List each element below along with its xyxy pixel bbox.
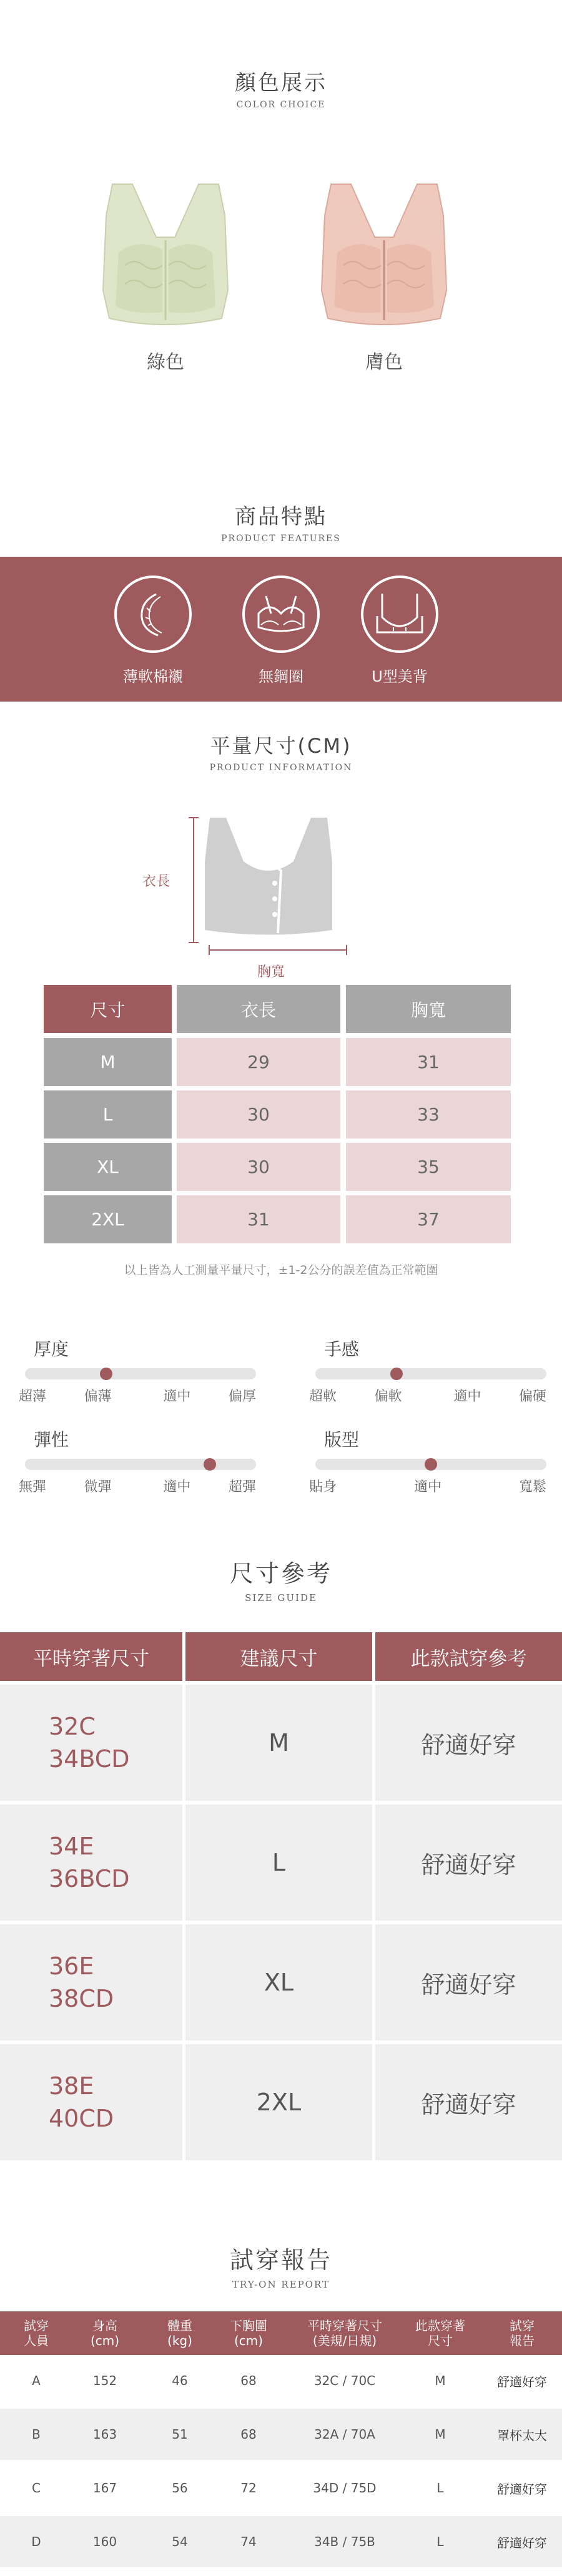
size-guide-header [0,1554,562,1604]
try-on-cell: D [31,2534,41,2549]
measure-cell: 31 [177,1195,340,1243]
attribute-level-marker [425,1458,437,1471]
try-on-cell: M [435,2373,446,2388]
recommended-size-cell: L [185,1805,372,1921]
try-on-header-line: 身高 [92,2318,117,2333]
try-on-header-cell [285,2311,404,2355]
recommended-size-cell: M [185,1685,372,1801]
wire-free-bra-icon [242,575,320,653]
try-on-title: 試穿報告 [229,2246,332,2274]
measure-note: 以上皆為人工測量平量尺寸，±1-2公分的誤差值為正常範圍 [124,1263,438,1277]
attribute-scale-label: 適中 [163,1389,191,1404]
try-on-cell: 152 [92,2373,117,2388]
try-on-row [0,2516,562,2567]
table-header-cell: 尺寸 [44,985,172,1033]
recommended-size-cell: XL [185,1924,372,2040]
try-on-row [0,2355,562,2406]
cup-size-text: 38E [49,2072,94,2100]
features-section-subtitle: PRODUCT FEATURES [221,534,341,544]
feature-soft-pad [109,575,197,686]
try-on-cell: M [435,2427,446,2442]
attribute-scale-label: 偏厚 [228,1389,256,1404]
try-on-cell: 舒適好穿 [497,2481,547,2497]
color-section-title: 顏色展示 [235,71,327,95]
measure-diagram [187,811,375,961]
fit-reference-cell: 舒適好穿 [375,1685,562,1801]
try-on-header-line: (美規/日規) [312,2333,377,2348]
measure-section-header [0,730,562,773]
try-on-header-line: 平時穿著尺寸 [307,2318,382,2333]
try-on-header-cell [145,2311,214,2355]
try-on-header-line: 報告 [510,2333,535,2348]
size-cell: L [44,1090,172,1139]
try-on-cell: 34D / 75D [313,2481,377,2495]
cup-size-text: 32C [49,1713,96,1740]
measure-cell: 31 [346,1038,511,1086]
try-on-header-cell [71,2311,139,2355]
try-on-cell: 56 [172,2481,188,2495]
measure-cell: 30 [177,1090,340,1139]
try-on-header-line: 此款穿著 [415,2318,465,2333]
try-on-cell: 罩杯太大 [497,2427,547,2443]
attribute-title: 厚度 [34,1339,69,1359]
try-on-cell: 51 [172,2427,188,2442]
try-on-cell: 163 [92,2427,117,2442]
feature-label: U型美背 [372,668,428,685]
cup-size-text: 40CD [49,2105,114,2132]
try-on-cell: C [32,2481,41,2495]
try-on-header-line: (kg) [167,2333,192,2348]
try-on-cell: L [436,2481,444,2495]
attribute-title: 手感 [324,1339,360,1359]
size-cell: 2XL [44,1195,172,1243]
try-on-header-line: (cm) [90,2333,120,2348]
feature-u-back [356,575,443,686]
attribute-scale-label: 適中 [163,1479,191,1495]
fit-reference-cell: 舒適好穿 [375,2044,562,2160]
fit-reference-cell: 舒適好穿 [375,1805,562,1921]
try-on-cell: 72 [240,2481,257,2495]
try-on-header-line: 尺寸 [428,2333,453,2348]
soft-pad-icon [114,575,192,653]
try-on-cell: 舒適好穿 [497,2535,547,2550]
attribute-scale-label: 微彈 [84,1479,112,1495]
attribute-scale-label: 適中 [413,1479,442,1495]
attribute-scale-label: 偏硬 [518,1389,546,1404]
try-on-cell: 舒適好穿 [497,2374,547,2389]
usual-size-cell [0,1924,182,2040]
cup-size-text: 34E [49,1833,94,1860]
size-guide-header-cell: 平時穿著尺寸 [0,1632,182,1681]
try-on-header-line: 體重 [167,2318,192,2333]
attribute-track [25,1459,256,1470]
try-on-header-line: 試穿 [510,2318,535,2333]
try-on-cell: 32C / 70C [313,2373,376,2388]
features-band [0,557,562,702]
feature-label: 無鋼圈 [259,668,303,685]
skin-bra-image [312,178,456,328]
color-section-header [0,66,562,110]
green-bra-image [94,178,237,328]
measure-cell: 29 [177,1038,340,1086]
measure-cell: 35 [346,1143,511,1191]
attribute-scale-label: 偏軟 [374,1389,402,1404]
try-on-cell: 167 [92,2481,117,2495]
size-guide-subtitle: SIZE GUIDE [245,1592,317,1604]
feature-wire-free [237,575,325,686]
try-on-header-line: (cm) [234,2333,264,2348]
try-on-cell: 46 [172,2373,188,2388]
size-cell: XL [44,1143,172,1191]
usual-size-cell [0,2044,182,2160]
u-back-icon [361,575,438,653]
cup-size-text: 34BCD [49,1745,130,1773]
attribute-title: 彈性 [34,1429,69,1450]
measure-section-subtitle: PRODUCT INFORMATION [209,763,353,773]
attribute-scale-label: 適中 [453,1389,481,1404]
try-on-header-row [0,2311,562,2355]
attribute-scale-label: 超彈 [228,1479,256,1495]
table-header-cell: 衣長 [177,985,340,1033]
size-guide-header-cell: 建議尺寸 [185,1632,372,1681]
try-on-header-cell [214,2311,283,2355]
usual-size-cell [0,1805,182,1921]
try-on-header-cell [482,2311,562,2355]
try-on-header-line: 下胸圍 [230,2318,267,2333]
recommended-size-cell: 2XL [185,2044,372,2160]
try-on-header-line: 試穿 [24,2318,49,2333]
try-on-row [0,2409,562,2460]
size-cell: M [44,1038,172,1086]
try-on-header-cell [403,2311,478,2355]
feature-label: 薄軟棉襯 [123,668,183,685]
cup-size-text: 38CD [49,1985,114,2012]
attribute-track [315,1368,546,1379]
try-on-cell: 32A / 70A [314,2427,375,2442]
features-section-title: 商品特點 [235,504,327,529]
attribute-level-marker [204,1458,216,1471]
measure-cell: 30 [177,1143,340,1191]
try-on-cell: 54 [172,2534,188,2549]
measure-section-title: 平量尺寸(CM) [210,734,352,758]
attribute-scale-label: 貼身 [309,1479,337,1495]
attribute-level-marker [100,1368,112,1380]
try-on-cell: 68 [240,2373,257,2388]
try-on-cell: B [32,2427,41,2442]
try-on-row [0,2462,562,2514]
try-on-header [0,2241,562,2290]
fit-reference-cell: 舒適好穿 [375,1924,562,2040]
measure-cell: 37 [346,1195,511,1243]
attribute-scale-label: 偏薄 [84,1389,112,1404]
usual-size-cell [0,1685,182,1801]
attribute-track [25,1368,256,1379]
table-header-cell: 胸寬 [346,985,511,1033]
try-on-cell: A [32,2373,41,2388]
try-on-header-line: 人員 [24,2333,49,2348]
try-on-header-cell [2,2311,71,2355]
measure-cell: 33 [346,1090,511,1139]
try-on-cell: L [436,2534,444,2549]
cup-size-text: 36BCD [49,1865,130,1893]
try-on-cell: 68 [240,2427,257,2442]
attribute-title: 版型 [324,1429,360,1450]
try-on-cell: 160 [92,2534,117,2549]
try-on-subtitle: TRY-ON REPORT [232,2279,330,2290]
width-label: 胸寬 [257,964,285,980]
color-label-green: 綠色 [147,351,184,373]
attribute-scale-label: 無彈 [19,1479,47,1495]
size-guide-header-cell: 此款試穿參考 [375,1632,562,1681]
try-on-cell: 34B / 75B [314,2534,375,2549]
attribute-level-marker [390,1368,403,1380]
features-section-header [0,499,562,544]
attribute-scale-label: 超軟 [309,1389,337,1404]
attribute-scale-label: 超薄 [19,1389,47,1404]
try-on-cell: 74 [240,2534,257,2549]
color-section-subtitle: COLOR CHOICE [236,100,326,110]
length-label: 衣長 [142,874,170,889]
attribute-scale-label: 寬鬆 [518,1479,546,1495]
color-label-skin: 膚色 [365,351,403,373]
size-guide-title: 尺寸參考 [229,1560,332,1587]
cup-size-text: 36E [49,1952,94,1980]
